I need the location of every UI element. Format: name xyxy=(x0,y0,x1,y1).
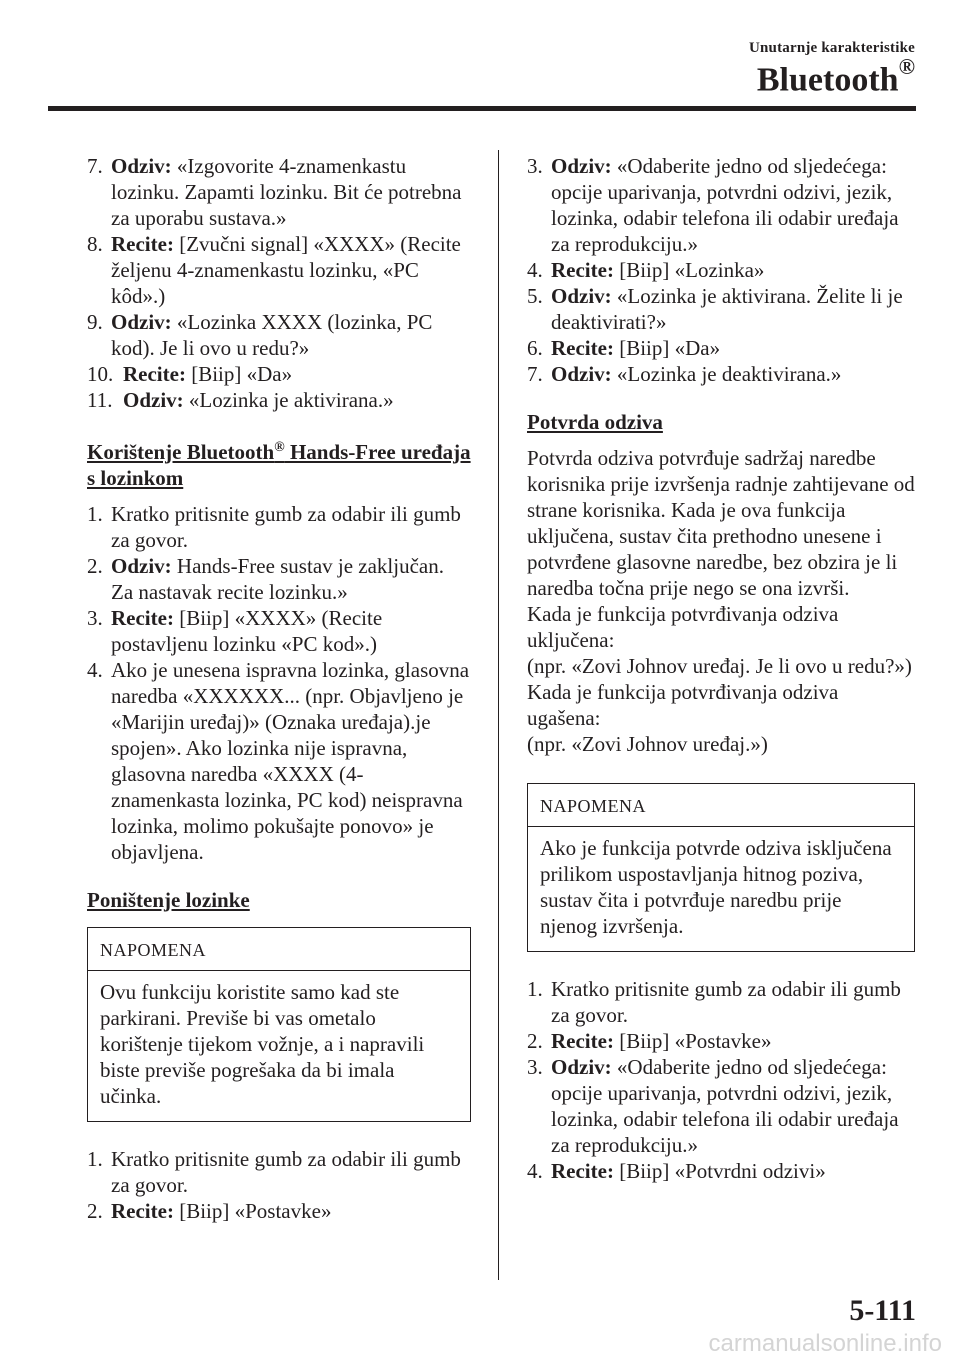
list-item: 9. Odziv: «Lozinka XXXX (lozinka, PC kod). Je li ovo u redu?» xyxy=(87,310,433,360)
watermark: carmanualsonline.info xyxy=(708,1330,942,1357)
body-paragraph: Kada je funkcija potvrđivanja odziva ugašena: xyxy=(527,680,839,730)
body-paragraph: Kada je funkcija potvrđivanja odziva uključena: xyxy=(527,602,839,652)
registered-mark: ® xyxy=(898,54,915,79)
list-item: 4. Ako je unesena ispravna lozinka, glasovna naredba «XXXXXX... (npr. Objavljeno je «Marijin uređaj)» (Oznaka uređaja).je spojen». Ako lozinka nije ispravna, glasovna naredba «XXXX (4-znamenkasta lozinka, PC kod) neispravna lozinka, molimo pokušajte ponovo» je objavljena. xyxy=(87,658,470,864)
steps-list-d xyxy=(527,153,915,387)
list-item: 3. Odziv: «Odaberite jedno od sljedećega: opcije uparivanja, potvrdni odzivi, jezik, lozinka, odabir telefona ili odabir uređaja za reprodukciju.» xyxy=(527,154,899,256)
steps-list-e xyxy=(527,976,915,1184)
section-heading-passcode-cancel: Poništenje lozinke xyxy=(87,888,250,912)
right-column xyxy=(527,153,915,1184)
left-column xyxy=(87,153,471,1224)
header-rule xyxy=(48,106,916,111)
note-box xyxy=(527,783,915,952)
list-item: 10. Recite: [Biip] «Da» xyxy=(87,362,293,386)
page-number: 5-111 xyxy=(849,1294,916,1327)
note-body: Ako je funkcija potvrde odziva isključena prilikom uspostavljanja hitnog poziva, sustav čita i potvrđuje naredbu prije njenog izvršenja. xyxy=(540,836,892,938)
note-box xyxy=(87,927,471,1122)
list-item: 8. Recite: [Zvučni signal] «XXXX» (Recite željenu 4-znamenkastu lozinku, «PC kôd».) xyxy=(87,232,461,308)
list-item: 1. Kratko pritisnite gumb za odabir ili gumb za govor. xyxy=(87,502,461,552)
steps-list-a xyxy=(87,153,471,413)
body-paragraph: Potvrda odziva potvrđuje sadržaj naredbe korisnika prije izvršenja radnje zahtijevane od strane korisnika. Kada je ova funkcija uključena, sustav čita prethodno unesene i potvrđene glasovne naredbe, bez obzira je li naredba točna prije nego se ona izvrši. xyxy=(527,446,915,600)
list-item: 4. Recite: [Biip] «Lozinka» xyxy=(527,258,765,282)
list-item: 1. Kratko pritisnite gumb za odabir ili gumb za govor. xyxy=(527,977,901,1027)
list-item: 5. Odziv: «Lozinka je aktivirana. Želite li je deaktivirati?» xyxy=(527,284,903,334)
note-header: NAPOMENA xyxy=(88,928,470,971)
column-divider xyxy=(498,150,499,1280)
steps-list-c xyxy=(87,1146,471,1224)
section-heading-passcode-use: Korištenje Bluetooth® Hands-Free uređaja s lozinkom xyxy=(87,440,471,490)
list-item: 2. Recite: [Biip] «Postavke» xyxy=(527,1029,772,1053)
page-title-text: Bluetooth xyxy=(756,61,899,99)
list-item: 2. Recite: [Biip] «Postavke» xyxy=(87,1199,332,1223)
list-item: 7. Odziv: «Izgovorite 4-znamenkastu lozinku. Zapamti lozinku. Bit će potrebna za uporabu sustava.» xyxy=(87,154,462,230)
list-item: 3. Recite: [Biip] «XXXX» (Recite postavljenu lozinku «PC kod».) xyxy=(87,606,383,656)
section-heading-confirmation: Potvrda odziva xyxy=(527,410,663,434)
note-header: NAPOMENA xyxy=(528,784,914,827)
steps-list-b xyxy=(87,501,471,865)
list-item: 3. Odziv: «Odaberite jedno od sljedećega: opcije uparivanja, potvrdni odzivi, jezik, lozinka, odabir telefona ili odabir uređaja za reprodukciju.» xyxy=(527,1055,899,1157)
list-item: 11. Odziv: «Lozinka je aktivirana.» xyxy=(87,388,394,412)
list-item: 6. Recite: [Biip] «Da» xyxy=(527,336,721,360)
list-item: 1. Kratko pritisnite gumb za odabir ili gumb za govor. xyxy=(87,1147,461,1197)
body-paragraph: (npr. «Zovi Johnov uređaj. Je li ovo u redu?») xyxy=(527,654,912,678)
section-header: Unutarnje karakteristike xyxy=(748,40,915,56)
note-body: Ovu funkciju koristite samo kad ste parkirani. Previše bi vas ometalo korištenje tijekom vožnje, a i napravili biste previše pogrešaka da bi imala učinka. xyxy=(100,980,425,1108)
list-item: 7. Odziv: «Lozinka je deaktivirana.» xyxy=(527,362,842,386)
body-paragraph: (npr. «Zovi Johnov uređaj.») xyxy=(527,732,768,756)
list-item: 2. Odziv: Hands-Free sustav je zaključan. Za nastavak recite lozinku.» xyxy=(87,554,444,604)
page-title xyxy=(756,54,915,99)
list-item: 4. Recite: [Biip] «Potvrdni odzivi» xyxy=(527,1159,826,1183)
